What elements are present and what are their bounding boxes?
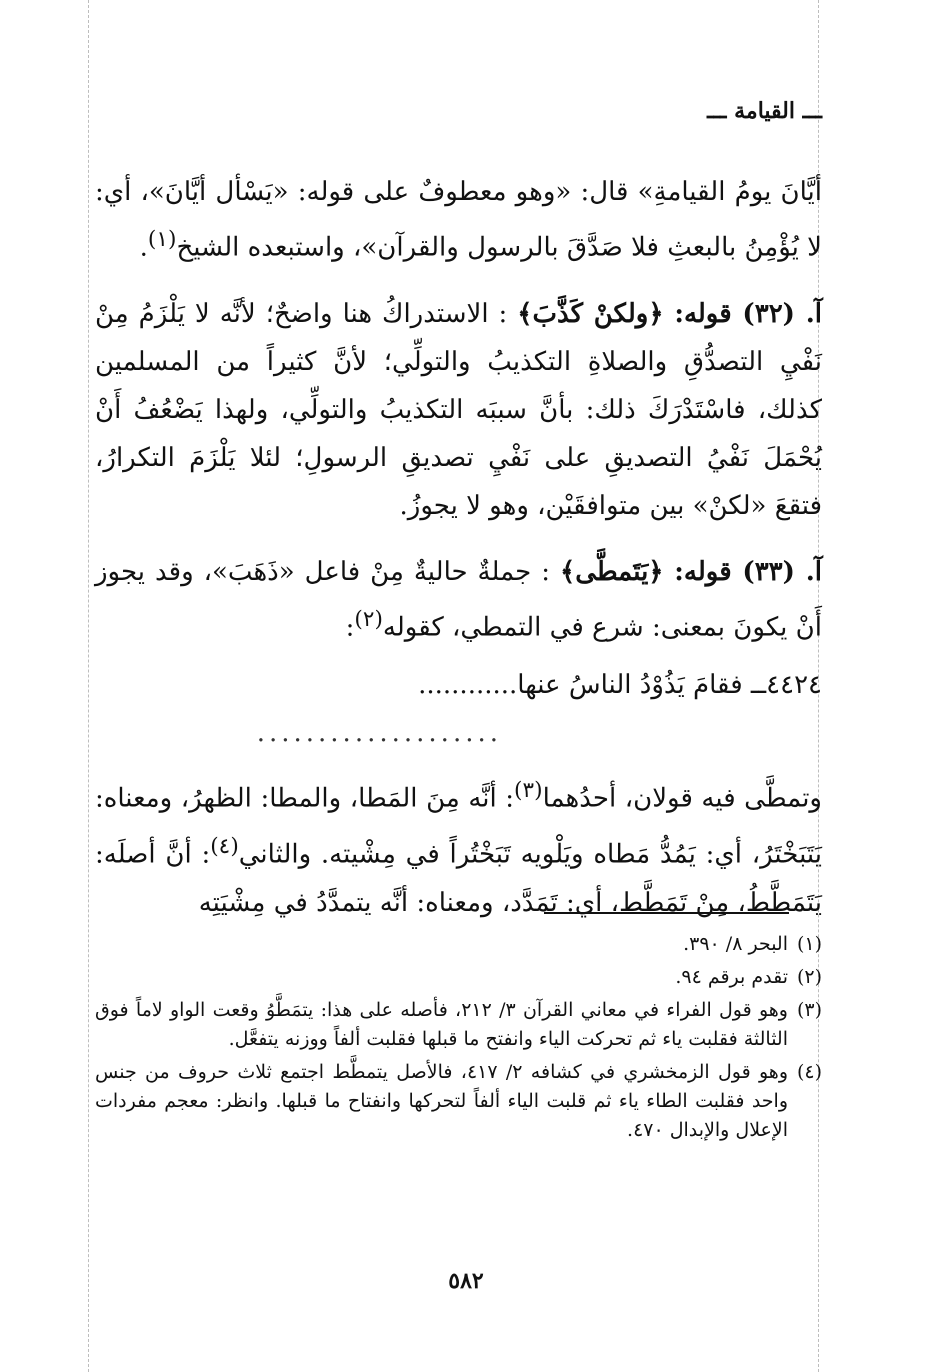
verse-label-32: آ. (٣٢) قوله: ﴿ولكنْ كَذَّبَ﴾ [517,298,823,329]
citation-number: ٤٤٢٤ــ [750,670,822,701]
poetry-citation [95,661,822,709]
footnote-text: وهو قول الفراء في معاني القرآن ٣/ ٢١٢، فأصله على هذا: يتمَطَّوُ وقعت الواو لاماً فوق الثالثة فقلبت ياء ثم تحركت الياء وانفتح ما قبلها فقلبت ألفاً ووزنه يتفعَّل. [95,999,788,1050]
running-header: ـــ القيامة ـــ [707,98,822,124]
paragraph-1: أيَّانَ يومُ القيامةِ» قال: «وهو معطوفٌ على قوله: «يَسْأل أيَّانَ»، أي: لا يُؤْمِنُ بالبعثِ فلا صَدَّقَ بالرسول والقرآن»، واستبعده الشيخ$^{(١)}$. [95,177,823,263]
footnote-number: (٢) [796,966,822,988]
missing-hemistich-dots: .................... [256,718,502,749]
footnote-item [95,996,822,1054]
footnote-text: وهو قول الزمخشري في كشافه ٢/ ٤١٧، فالأصل يتمطَّط اجتمع ثلاث حروف من جنس واحد فقلبت الطاء ياء ثم قلبت الياء ألفاً لتحركها وانفتاح ما قبلها. وانظر: معجم مفردات الإعلال والإبدال ٤٧٠. [95,1061,789,1141]
footnotes [95,930,822,1149]
margin-guide-left [88,0,89,1372]
citation-dots: ............ [418,670,518,701]
footnote-ref-1: (١) [147,227,177,252]
paragraph-verse-32: آ. (٣٢) قوله: ﴿ولكنْ كَذَّبَ﴾ : الاستدراكُ هنا واضحٌ؛ لأنَّه لا يَلْزَمُ مِنْ نَفْيِ التصدُّقِ والصلاةِ التكذيبُ والتولِّي؛ لأنَّ كثيراً من المسلمين كذلك، فاسْتَدْرَكَ ذلك: بأنَّ سببَه التكذيبُ والتولِّي، ولهذا يَضْعُفُ أَنْ يُحْمَلَ نَفْيُ التصديقِ على نَفْيِ تصديقِ الرسولِ؛ لئلا يَلْزَمَ التكرارُ، فتقعَ «لكنْ» بين متوافقَيْن، وهو لا يجوزُ. [95,298,823,521]
paragraph-4: وتمطَّى فيه قولان، أحدُهما$^{(٣)}$: أنَّه مِنَ المَطا، والمطا: الظهرُ، ومعناه: يَتَبَخْتَرُ، أي: يَمُدُّ مَطاه ويَلْويه تَبَخْتُراً في مِشْيته. والثاني$^{(٤)}$: أنَّ أصلَه: يَتَمَطَّطُ، مِنْ تَمَطَّط، أي: تَمَدَّد، ومعناه: أنَّه يتمدَّدُ في مِشْيَتِه [95,778,822,918]
main-text [95,168,822,927]
verse-label-33: آ. (٣٣) قوله: ﴿يَتَمطَّى﴾ [559,556,822,587]
footnote-text: تقدم برقم ٩٤. [675,966,788,988]
footnote-ref-2: (٢) [354,606,383,632]
footnote-ref-4: (٤) [210,833,239,859]
footnote-number: (٣) [796,999,822,1021]
footnote-text: البحر ٨/ ٣٩٠. [683,933,788,955]
footnote-number: (٤) [796,1061,822,1083]
footnote-ref-3: (٣) [514,778,543,804]
footnote-separator [544,912,789,914]
footnote-item [95,963,822,992]
paragraph-verse-33: آ. (٣٣) قوله: ﴿يَتَمطَّى﴾ : جملةٌ حاليةٌ مِنْ فاعل «ذَهَبَ»، وقد يجوز أَنْ يكونَ بمعنى: شرع في التمطي، كقوله$^{(٢)}$: [95,556,822,643]
footnote-number: (١) [796,933,822,955]
footnote-item [95,1058,822,1145]
page-number: ٥٨٢ [448,1268,484,1294]
footnote-item [95,930,822,959]
citation-text: فقامَ يَذُوْدُ الناسُ عنها [517,670,743,701]
